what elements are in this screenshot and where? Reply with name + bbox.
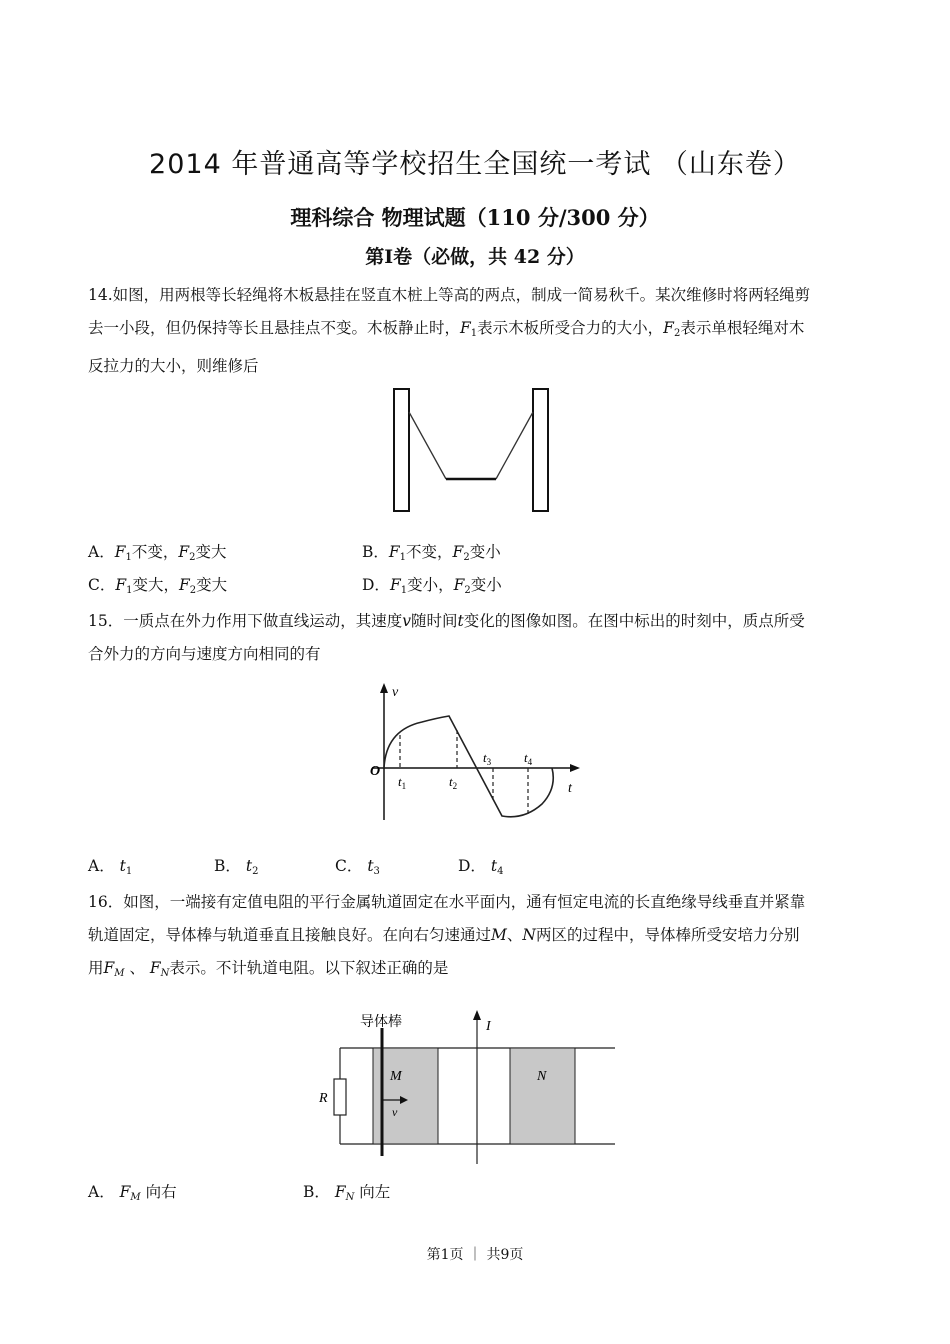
q16-line-1: 16．如图，一端接有定值电阻的平行金属轨道固定在水平面内，通有恒定电流的长直绝缘导线垂直并紧靠 bbox=[88, 893, 806, 911]
q15-option-a[interactable]: A． $t_1$ bbox=[88, 857, 133, 877]
q16-line-3: 用$F_M$ 、 $F_N$表示。不计轨道电阻。以下叙述正确的是 bbox=[88, 959, 449, 979]
q16-line-2: 轨道固定，导体棒与轨道垂直且接触良好。在向右匀速通过M、N两区的过程中，导体棒所受安培力分别 bbox=[88, 926, 800, 944]
q14-option-b[interactable]: B．$F_1$不变，$F_2$变小 bbox=[362, 543, 501, 563]
t4-label: $t_4$ bbox=[524, 750, 533, 767]
swing-figure bbox=[380, 380, 560, 520]
right-rope bbox=[496, 412, 533, 479]
right-post bbox=[533, 389, 548, 511]
q15-line-2: 合外力的方向与速度方向相同的有 bbox=[88, 645, 321, 663]
current-arrow-icon bbox=[473, 1010, 481, 1020]
section-heading: 第Ⅰ卷（必做，共 42 分） bbox=[365, 246, 585, 268]
t-axis-arrow-icon bbox=[570, 764, 580, 772]
exam-subtitle: 理科综合 物理试题（110 分/300 分） bbox=[290, 205, 660, 230]
q14-line-1: 14.如图，用两根等长轻绳将木板悬挂在竖直木桩上等高的两点，制成一简易秋千。某次维修时将两轻绳剪 bbox=[88, 286, 811, 304]
zone-m-label: M bbox=[390, 1069, 402, 1084]
q14-option-c[interactable]: C．$F_1$变大，$F_2$变大 bbox=[88, 576, 228, 596]
q14-option-d[interactable]: D．$F_1$变小，$F_2$变小 bbox=[362, 576, 502, 596]
origin-label: O bbox=[370, 764, 381, 779]
question-15-stem bbox=[88, 605, 868, 671]
resistor-label: R bbox=[319, 1091, 328, 1106]
zone-n-label: N bbox=[537, 1069, 547, 1084]
t2-label: $t_2$ bbox=[449, 774, 458, 791]
t3-label: $t_3$ bbox=[483, 750, 492, 767]
q14-line-2: 去一小段，但仍保持等长且悬挂点不变。木板静止时，$F_1$表示木板所受合力的大小，$F_2$表示单根轻绳对木 bbox=[88, 319, 805, 339]
q14-option-a[interactable]: A．$F_1$不变，$F_2$变大 bbox=[88, 543, 227, 563]
t1-label: $t_1$ bbox=[398, 774, 407, 791]
page-footer: 第1页 ｜ 共9页 bbox=[426, 1247, 524, 1263]
question-16-stem bbox=[88, 886, 868, 990]
v-axis-label: v bbox=[392, 685, 399, 700]
rail-circuit-diagram bbox=[310, 1004, 630, 1172]
left-rope bbox=[409, 412, 446, 479]
resistor bbox=[334, 1079, 346, 1115]
q15-option-d[interactable]: D． $t_4$ bbox=[458, 857, 504, 877]
q15-line-1: 15．一质点在外力作用下做直线运动，其速度v随时间t变化的图像如图。在图中标出的时刻中，质点所受 bbox=[88, 612, 805, 630]
q15-option-c[interactable]: C． $t_3$ bbox=[335, 857, 380, 877]
q16-option-a[interactable]: A． $F_M$ 向右 bbox=[88, 1183, 177, 1203]
velocity-time-graph bbox=[362, 680, 592, 830]
question-14-stem bbox=[88, 279, 868, 383]
q15-option-b[interactable]: B． $t_2$ bbox=[214, 857, 259, 877]
left-post bbox=[394, 389, 409, 511]
current-label: I bbox=[486, 1019, 491, 1034]
v-axis-arrow-icon bbox=[380, 683, 388, 693]
t-axis-label: t bbox=[568, 781, 572, 796]
q14-line-3: 反拉力的大小，则维修后 bbox=[88, 357, 259, 375]
q16-option-b[interactable]: B． $F_N$ 向左 bbox=[303, 1183, 391, 1203]
exam-title: 2014 年普通高等学校招生全国统一考试 （山东卷） bbox=[149, 149, 801, 180]
zone-n bbox=[510, 1048, 575, 1144]
velocity-label: v bbox=[392, 1105, 398, 1119]
rod-label: 导体棒 bbox=[360, 1015, 402, 1030]
